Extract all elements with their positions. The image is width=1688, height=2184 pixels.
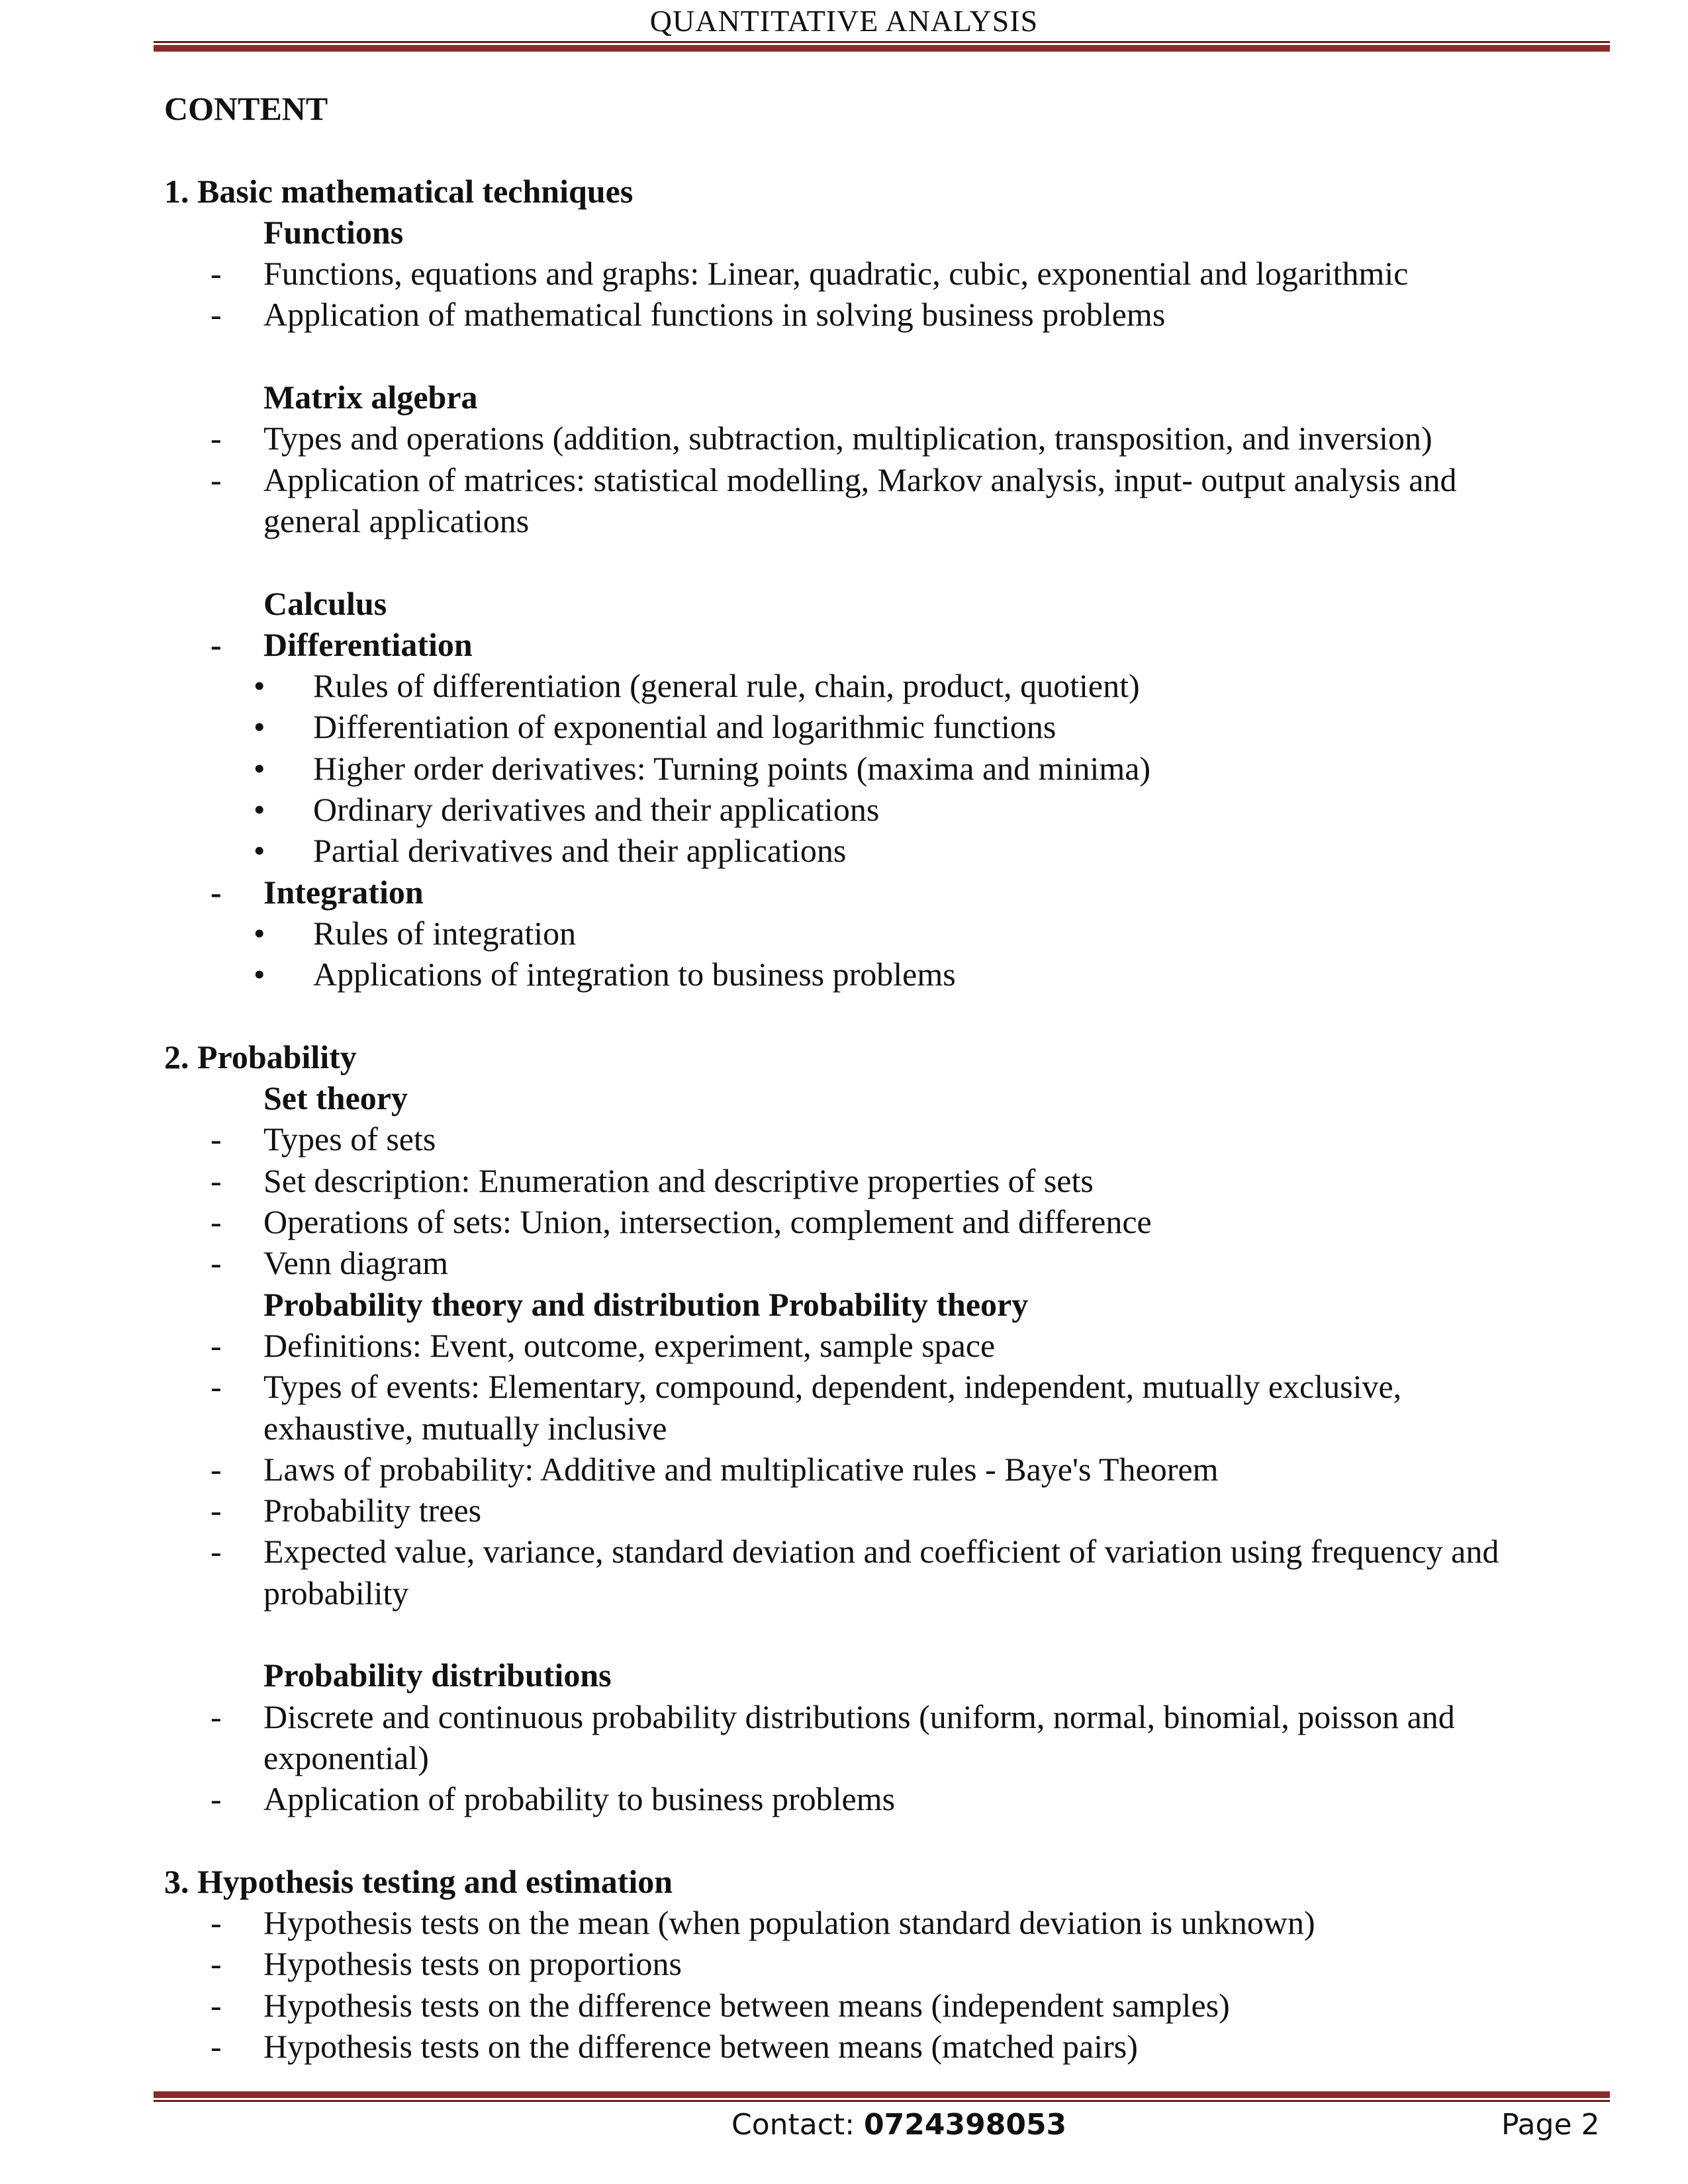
list-item: - Hypothesis tests on the difference between means (independent samples) [164,1985,1607,2026]
dash-marker: - [211,873,222,911]
header-rule [154,41,1610,52]
bullet-marker: • [254,914,265,952]
list-item: - Types of events: Elementary, compound, dependent, independent, mutually exclusive, [164,1366,1607,1407]
dash-marker: - [211,625,222,663]
subsection-title: Functions [263,213,404,251]
list-item: - Application of matrices: statistical modelling, Markov analysis, input- output analysis and [164,459,1607,500]
list-item: - Set description: Enumeration and descriptive properties of sets [164,1160,1607,1201]
bullet-item: • Rules of differentiation (general rule, chain, product, quotient) [164,665,1607,706]
list-item: - Discrete and continuous probability distributions (uniform, normal, binomial, poisson and [164,1696,1607,1737]
subsection-title: Matrix algebra [263,379,478,416]
dash-marker: - [211,2027,222,2065]
list-item: - Types of sets [164,1118,1607,1160]
list-item: - Application of mathematical functions in solving business problems [164,294,1607,335]
footer-rule [154,2091,1610,2102]
list-item: - Probability trees [164,1490,1607,1531]
list-item: - Hypothesis tests on proportions [164,1943,1607,1984]
dash-marker: - [211,1904,222,1942]
dash-marker: - [211,1326,222,1364]
bullet-marker: • [254,832,265,870]
bullet-item: • Higher order derivatives: Turning points (maxima and minima) [164,748,1607,789]
bullet-marker: • [254,791,265,829]
section-title: 3. Hypothesis testing and estimation [164,1862,673,1900]
dash-marker: - [211,1120,222,1158]
dash-marker: - [211,461,222,498]
page-number: Page 2 [1501,2108,1600,2142]
list-item: - Differentiation [164,624,1607,665]
bullet-item: • Rules of integration [164,913,1607,954]
dash-marker: - [211,1533,222,1570]
list-item-continuation: exponential) [263,1739,429,1776]
subsection-title: Calculus [263,584,387,622]
list-item-continuation: probability [263,1574,409,1612]
list-item: - Hypothesis tests on the mean (when population standard deviation is unknown) [164,1902,1607,1943]
list-item: - Hypothesis tests on the difference between means (matched pairs) [164,2026,1607,2067]
section-title: 1. Basic mathematical techniques [164,172,633,210]
bullet-item: • Differentiation of exponential and logarithmic functions [164,706,1607,747]
content-heading: CONTENT [164,90,328,127]
dash-marker: - [211,1161,222,1199]
list-item-continuation: general applications [263,502,530,539]
dash-marker: - [211,1698,222,1735]
dash-marker: - [211,1244,222,1282]
dash-marker: - [211,296,222,334]
list-item: - Application of probability to business problems [164,1778,1607,1819]
list-item: - Venn diagram [164,1242,1607,1283]
footer-contact [731,2108,1066,2142]
list-item: - Integration [164,872,1607,913]
bullet-marker: • [254,749,265,787]
dash-marker: - [211,1986,222,2024]
dash-marker: - [211,255,222,293]
list-item: - Types and operations (addition, subtraction, multiplication, transposition, and inversion) [164,418,1607,459]
list-item: - Functions, equations and graphs: Linear, quadratic, cubic, exponential and logarithmic [164,253,1607,294]
bullet-item: • Partial derivatives and their applications [164,830,1607,871]
list-item: - Laws of probability: Additive and multiplicative rules - Baye's Theorem [164,1449,1607,1490]
bullet-marker: • [254,708,265,746]
dash-marker: - [211,1492,222,1529]
bullet-item: • Applications of integration to business problems [164,954,1607,995]
list-item: - Expected value, variance, standard deviation and coefficient of variation using frequency and [164,1531,1607,1572]
dash-marker: - [211,1450,222,1488]
bullet-marker: • [254,667,265,705]
section-title: 2. Probability [164,1038,357,1075]
list-item: - Definitions: Event, outcome, experiment, sample space [164,1325,1607,1366]
bullet-item: • Ordinary derivatives and their applications [164,789,1607,830]
dash-marker: - [211,1203,222,1241]
dash-marker: - [211,1780,222,1818]
subsection-title: Probability theory and distribution Probability theory [263,1285,1029,1323]
header-title: QUANTITATIVE ANALYSIS [649,4,1039,38]
subsection-title: Set theory [263,1079,408,1117]
contact-label: Contact: [731,2108,855,2142]
contact-number: 0724398053 [864,2108,1067,2142]
bullet-marker: • [254,956,265,993]
dash-marker: - [211,1945,222,1983]
list-item-continuation: exhaustive, mutually inclusive [263,1409,667,1447]
dash-marker: - [211,420,222,457]
content-body [164,88,1607,2067]
dash-marker: - [211,1368,222,1406]
subsection-title: Probability distributions [263,1657,612,1694]
list-item: - Operations of sets: Union, intersection, complement and difference [164,1201,1607,1242]
